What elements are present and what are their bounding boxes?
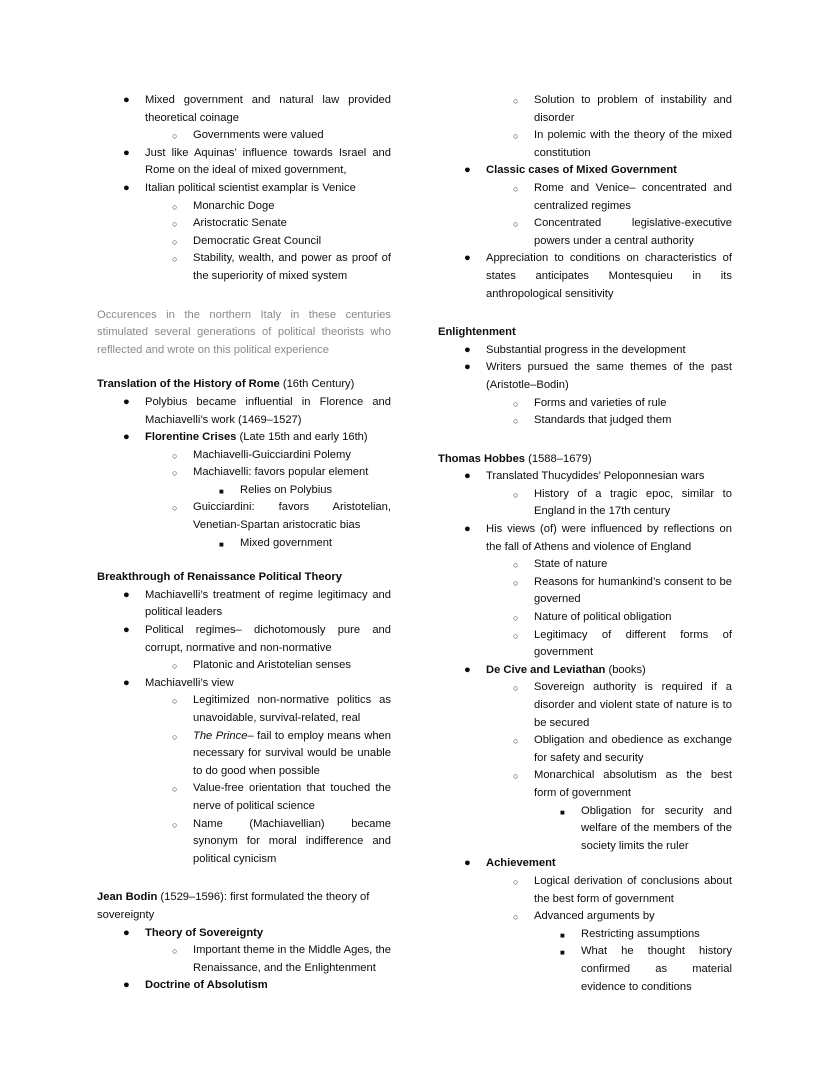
bullet-level3-icon: ■ [219, 486, 224, 496]
list-item-text: Polybius became influential in Florence and Machiavelli’s work (1469–1527) [145, 395, 391, 426]
bullet-level2-icon: ○ [513, 736, 519, 747]
list-item [438, 250, 732, 303]
list-item [97, 780, 391, 815]
list-item-text: Obligation for security and welfare of the members of the society limits the ruler [581, 804, 732, 852]
bullet-level1-icon: ● [464, 857, 471, 870]
list-item-text: Translated Thucydides’ Peloponnesian wars [486, 470, 705, 483]
heading-thomas-hobbes [438, 451, 732, 469]
bullet-level1-icon: ● [123, 926, 130, 939]
bullet-level2-icon: ○ [513, 131, 519, 142]
list-item-text: What he thought history confirmed as material evidence to conditions [581, 945, 732, 993]
list-item [438, 732, 732, 767]
list-item-bold: Theory of Sovereignty [145, 926, 264, 939]
list-item [438, 767, 732, 802]
list-item [97, 92, 391, 127]
list-item [438, 359, 732, 394]
list-item-text [486, 855, 732, 873]
list-item [97, 464, 391, 482]
list-item-text: De Cive and Leviathan (books) [486, 663, 646, 676]
list-item [97, 447, 391, 465]
list-item-text: Logical derivation of conclusions about the best form of government [534, 874, 732, 905]
bullet-level2-icon: ○ [172, 201, 178, 212]
bullet-level2-icon: ○ [172, 946, 178, 957]
list-item-text: Forms and varieties of rule [534, 396, 667, 409]
list-item-bold: Achievement [486, 857, 556, 870]
list-item [97, 535, 391, 553]
list-item-text: Machiavelli-Guicciardini Polemy [193, 448, 351, 461]
heading-translation-history-rome [97, 376, 391, 394]
list-item [438, 180, 732, 215]
bullet-level2-icon: ○ [172, 696, 178, 707]
list-item-bold: Florentine Crises [145, 431, 237, 444]
list-item-text: Standards that judged them [534, 414, 672, 427]
bullet-level2-icon: ○ [172, 236, 178, 247]
bullet-level2-icon: ○ [513, 398, 519, 409]
bullet-level2-icon: ○ [172, 661, 178, 672]
list-item [97, 728, 391, 781]
list-item-text: In polemic with the theory of the mixed constitution [534, 129, 732, 159]
bullet-level2-icon: ○ [513, 560, 519, 571]
bullet-level2-icon: ○ [172, 784, 178, 795]
list-item-bold: Doctrine of Absolutism [145, 979, 268, 992]
list-item-text: Substantial progress in the development [486, 343, 686, 356]
translation-list [97, 394, 391, 552]
bullet-level1-icon: ● [464, 523, 471, 536]
list-item-text: Rome and Venice– concentrated and centralized regimes [534, 181, 732, 212]
heading-enlightenment [438, 324, 732, 342]
list-item-text: State of nature [534, 558, 608, 571]
list-item-text: Reasons for humankind’s consent to be governed [534, 575, 732, 606]
bullet-level2-icon: ○ [513, 771, 519, 782]
heading-enlightenment-bold: Enlightenment [438, 326, 516, 339]
list-item-text: Legitimized non-normative politics as unavoidable, survival-related, real [193, 694, 391, 724]
heading-jean-bodin [97, 889, 391, 924]
list-item [97, 482, 391, 500]
list-item-text: Relies on Polybius [240, 483, 333, 496]
list-item-text: Machiavelli: favors popular element [193, 466, 369, 479]
bullet-level1-icon: ● [464, 663, 471, 676]
right-continued-list [438, 92, 732, 303]
list-item-text: Florentine Crises (Late 15th and early 16th) [145, 431, 368, 444]
bullet-level1-icon: ● [464, 252, 471, 265]
list-item-text [486, 162, 732, 180]
bullet-level2-icon: ○ [172, 468, 178, 479]
bullet-level2-icon: ○ [513, 183, 519, 194]
list-item-text: Name (Machiavellian) became synonym for moral indifference and political cynicism [193, 817, 391, 865]
heading-bodin-regular: (1529–1596): first formulated the theory of sovereignty [97, 891, 370, 921]
list-item [438, 627, 732, 662]
list-item [438, 855, 732, 873]
list-item-text: Machiavelli’s treatment of regime legitimacy and political leaders [145, 588, 391, 619]
list-item [97, 233, 391, 251]
bullet-level1-icon: ● [123, 146, 130, 159]
bullet-level2-icon: ○ [172, 819, 178, 830]
bullet-level2-icon: ○ [513, 489, 519, 500]
list-item [438, 395, 732, 413]
list-item [438, 873, 732, 908]
list-item [97, 675, 391, 693]
bullet-level2-icon: ○ [513, 683, 519, 694]
list-item [438, 468, 732, 486]
bullet-level3-icon: ■ [560, 948, 565, 958]
list-item-text: Platonic and Aristotelian senses [193, 659, 351, 672]
list-item [438, 215, 732, 250]
heading-hobbes-regular: (1588–1679) [525, 452, 592, 465]
heading-bodin-bold: Jean Bodin [97, 891, 158, 904]
heading-breakthrough-renaissance [97, 569, 391, 587]
bullet-level1-icon: ● [123, 588, 130, 601]
bullet-level2-icon: ○ [172, 131, 178, 142]
list-item-text: Stability, wealth, and power as proof of the superiority of mixed system [193, 252, 391, 282]
bullet-level3-icon: ■ [560, 807, 565, 817]
bullet-level1-icon: ● [464, 343, 471, 356]
heading-translation-regular: (16th Century) [279, 378, 355, 391]
bullet-level1-icon: ● [123, 181, 130, 194]
list-item-text [145, 925, 391, 943]
list-item-bold: Classic cases of Mixed Government [486, 164, 677, 177]
list-item-text: Restricting assumptions [581, 927, 700, 940]
list-item-text: Appreciation to conditions on characteristics of states anticipates Montesquieu in its anthropological sensitivity [486, 252, 732, 300]
bullet-level2-icon: ○ [513, 613, 519, 624]
bullet-level2-icon: ○ [513, 912, 519, 923]
list-item [438, 943, 732, 996]
bullet-level2-icon: ○ [172, 219, 178, 230]
list-item [438, 679, 732, 732]
list-item [438, 556, 732, 574]
bullet-level3-icon: ■ [560, 930, 565, 940]
list-item [97, 925, 391, 943]
list-item [438, 574, 732, 609]
bullet-level2-icon: ○ [513, 96, 519, 106]
list-item-text: Nature of political obligation [534, 611, 672, 624]
list-item [97, 429, 391, 447]
list-item [97, 587, 391, 622]
heading-translation-bold: Translation of the History of Rome [97, 378, 280, 391]
list-item [97, 692, 391, 727]
list-item [97, 977, 391, 995]
bullet-level2-icon: ○ [513, 219, 519, 230]
list-item [438, 609, 732, 627]
bullet-level2-icon: ○ [172, 731, 178, 742]
bullet-level1-icon: ● [123, 395, 130, 408]
list-item-bold: De Cive and Leviathan [486, 663, 606, 676]
list-item [97, 394, 391, 429]
list-item [438, 662, 732, 680]
bullet-level2-icon: ○ [513, 876, 519, 887]
hobbes-list [438, 468, 732, 996]
list-item-text: Italian political scientist examplar is Venice [145, 181, 356, 194]
breakthrough-list [97, 587, 391, 869]
list-item-text: Political regimes– dichotomously pure and corrupt, normative and non-normative [145, 624, 391, 654]
bullet-level2-icon: ○ [513, 630, 519, 641]
heading-hobbes-bold: Thomas Hobbes [438, 452, 526, 465]
bullet-level1-icon: ● [123, 979, 130, 992]
list-item [97, 657, 391, 675]
list-item-text: Governments were valued [193, 129, 324, 142]
list-item-text: Legitimacy of different forms of government [534, 628, 732, 659]
list-item [438, 908, 732, 926]
list-item [97, 250, 391, 285]
grey-commentary-paragraph: Occurences in the northern Italy in these centuries stimulated several generations of political theorists who refllected and wrote on this political experience [97, 308, 391, 356]
list-item-text: Writers pursued the same themes of the past (Aristotle–Bodin) [486, 361, 732, 391]
list-item [438, 486, 732, 521]
bullet-level2-icon: ○ [172, 450, 178, 461]
bullet-level2-icon: ○ [513, 416, 519, 427]
list-item-text [145, 977, 391, 995]
bullet-level1-icon: ● [464, 164, 471, 177]
bullet-level1-icon: ● [123, 431, 130, 444]
list-item [438, 412, 732, 430]
bullet-level1-icon: ● [123, 624, 130, 637]
list-item-text: History of a tragic epoc, similar to England in the 17th century [534, 487, 732, 518]
list-item-text: Important theme in the Middle Ages, the Renaissance, and the Enlightenment [193, 944, 391, 974]
list-item [97, 816, 391, 869]
bullet-level1-icon: ● [464, 361, 471, 374]
list-item-text: Value-free orientation that touched the nerve of political science [193, 782, 391, 812]
list-item-text: Monarchical absolutism as the best form of government [534, 769, 732, 799]
list-item-text: His views (of) were influenced by reflections on the fall of Athens and violence of England [486, 523, 732, 553]
bullet-level1-icon: ● [464, 470, 471, 483]
list-item [97, 622, 391, 657]
bullet-level3-icon: ■ [219, 539, 224, 549]
bullet-level2-icon: ○ [172, 254, 178, 265]
list-item-text: Just like Aquinas’ influence towards Israel and Rome on the ideal of mixed government, [145, 146, 391, 177]
enlightenment-list [438, 342, 732, 430]
list-item [438, 926, 732, 944]
list-item [97, 127, 391, 145]
left-column [97, 92, 391, 995]
list-item-text: Solution to problem of instability and disorder [534, 94, 732, 124]
list-item-text: Advanced arguments by [534, 910, 655, 923]
bullet-level1-icon: ● [123, 94, 130, 106]
list-item [438, 803, 732, 856]
list-item [438, 127, 732, 162]
list-item-text: Obligation and obedience as exchange for safety and security [534, 734, 732, 764]
list-item [438, 92, 732, 127]
list-item [97, 942, 391, 977]
list-item [97, 215, 391, 233]
list-item-text: The Prince– fail to employ means when necessary for survival would be unable to do good when possible [193, 729, 391, 777]
list-item [438, 162, 732, 180]
left-continued-list [97, 92, 391, 286]
list-item [97, 180, 391, 198]
heading-breakthrough-bold: Breakthrough of Renaissance Political Theory [97, 571, 342, 584]
list-item [438, 521, 732, 556]
list-item-text: Mixed government and natural law provided theoretical coinage [145, 94, 391, 124]
list-item-text: Machiavelli’s view [145, 676, 234, 689]
right-column [438, 92, 732, 996]
list-item-italic: The Prince [193, 729, 248, 742]
list-item [438, 342, 732, 360]
bullet-level2-icon: ○ [172, 503, 178, 514]
list-item-text: Guicciardini: favors Aristotelian, Venetian-Spartan aristocratic bias [193, 501, 391, 532]
list-item [97, 198, 391, 216]
bullet-level1-icon: ● [123, 676, 130, 689]
list-item-text: Concentrated legislative-executive powers under a central authority [534, 217, 732, 247]
list-item-text: Mixed government [240, 536, 333, 549]
list-item-text: Sovereign authority is required if a disorder and violent state of nature is to be secured [534, 681, 732, 729]
list-item [97, 499, 391, 534]
list-item-text: Democratic Great Council [193, 234, 322, 247]
list-item-text: Aristocratic Senate [193, 217, 287, 230]
list-item-text: Monarchic Doge [193, 199, 275, 212]
bodin-list [97, 925, 391, 995]
bullet-level2-icon: ○ [513, 577, 519, 588]
list-item [97, 145, 391, 180]
